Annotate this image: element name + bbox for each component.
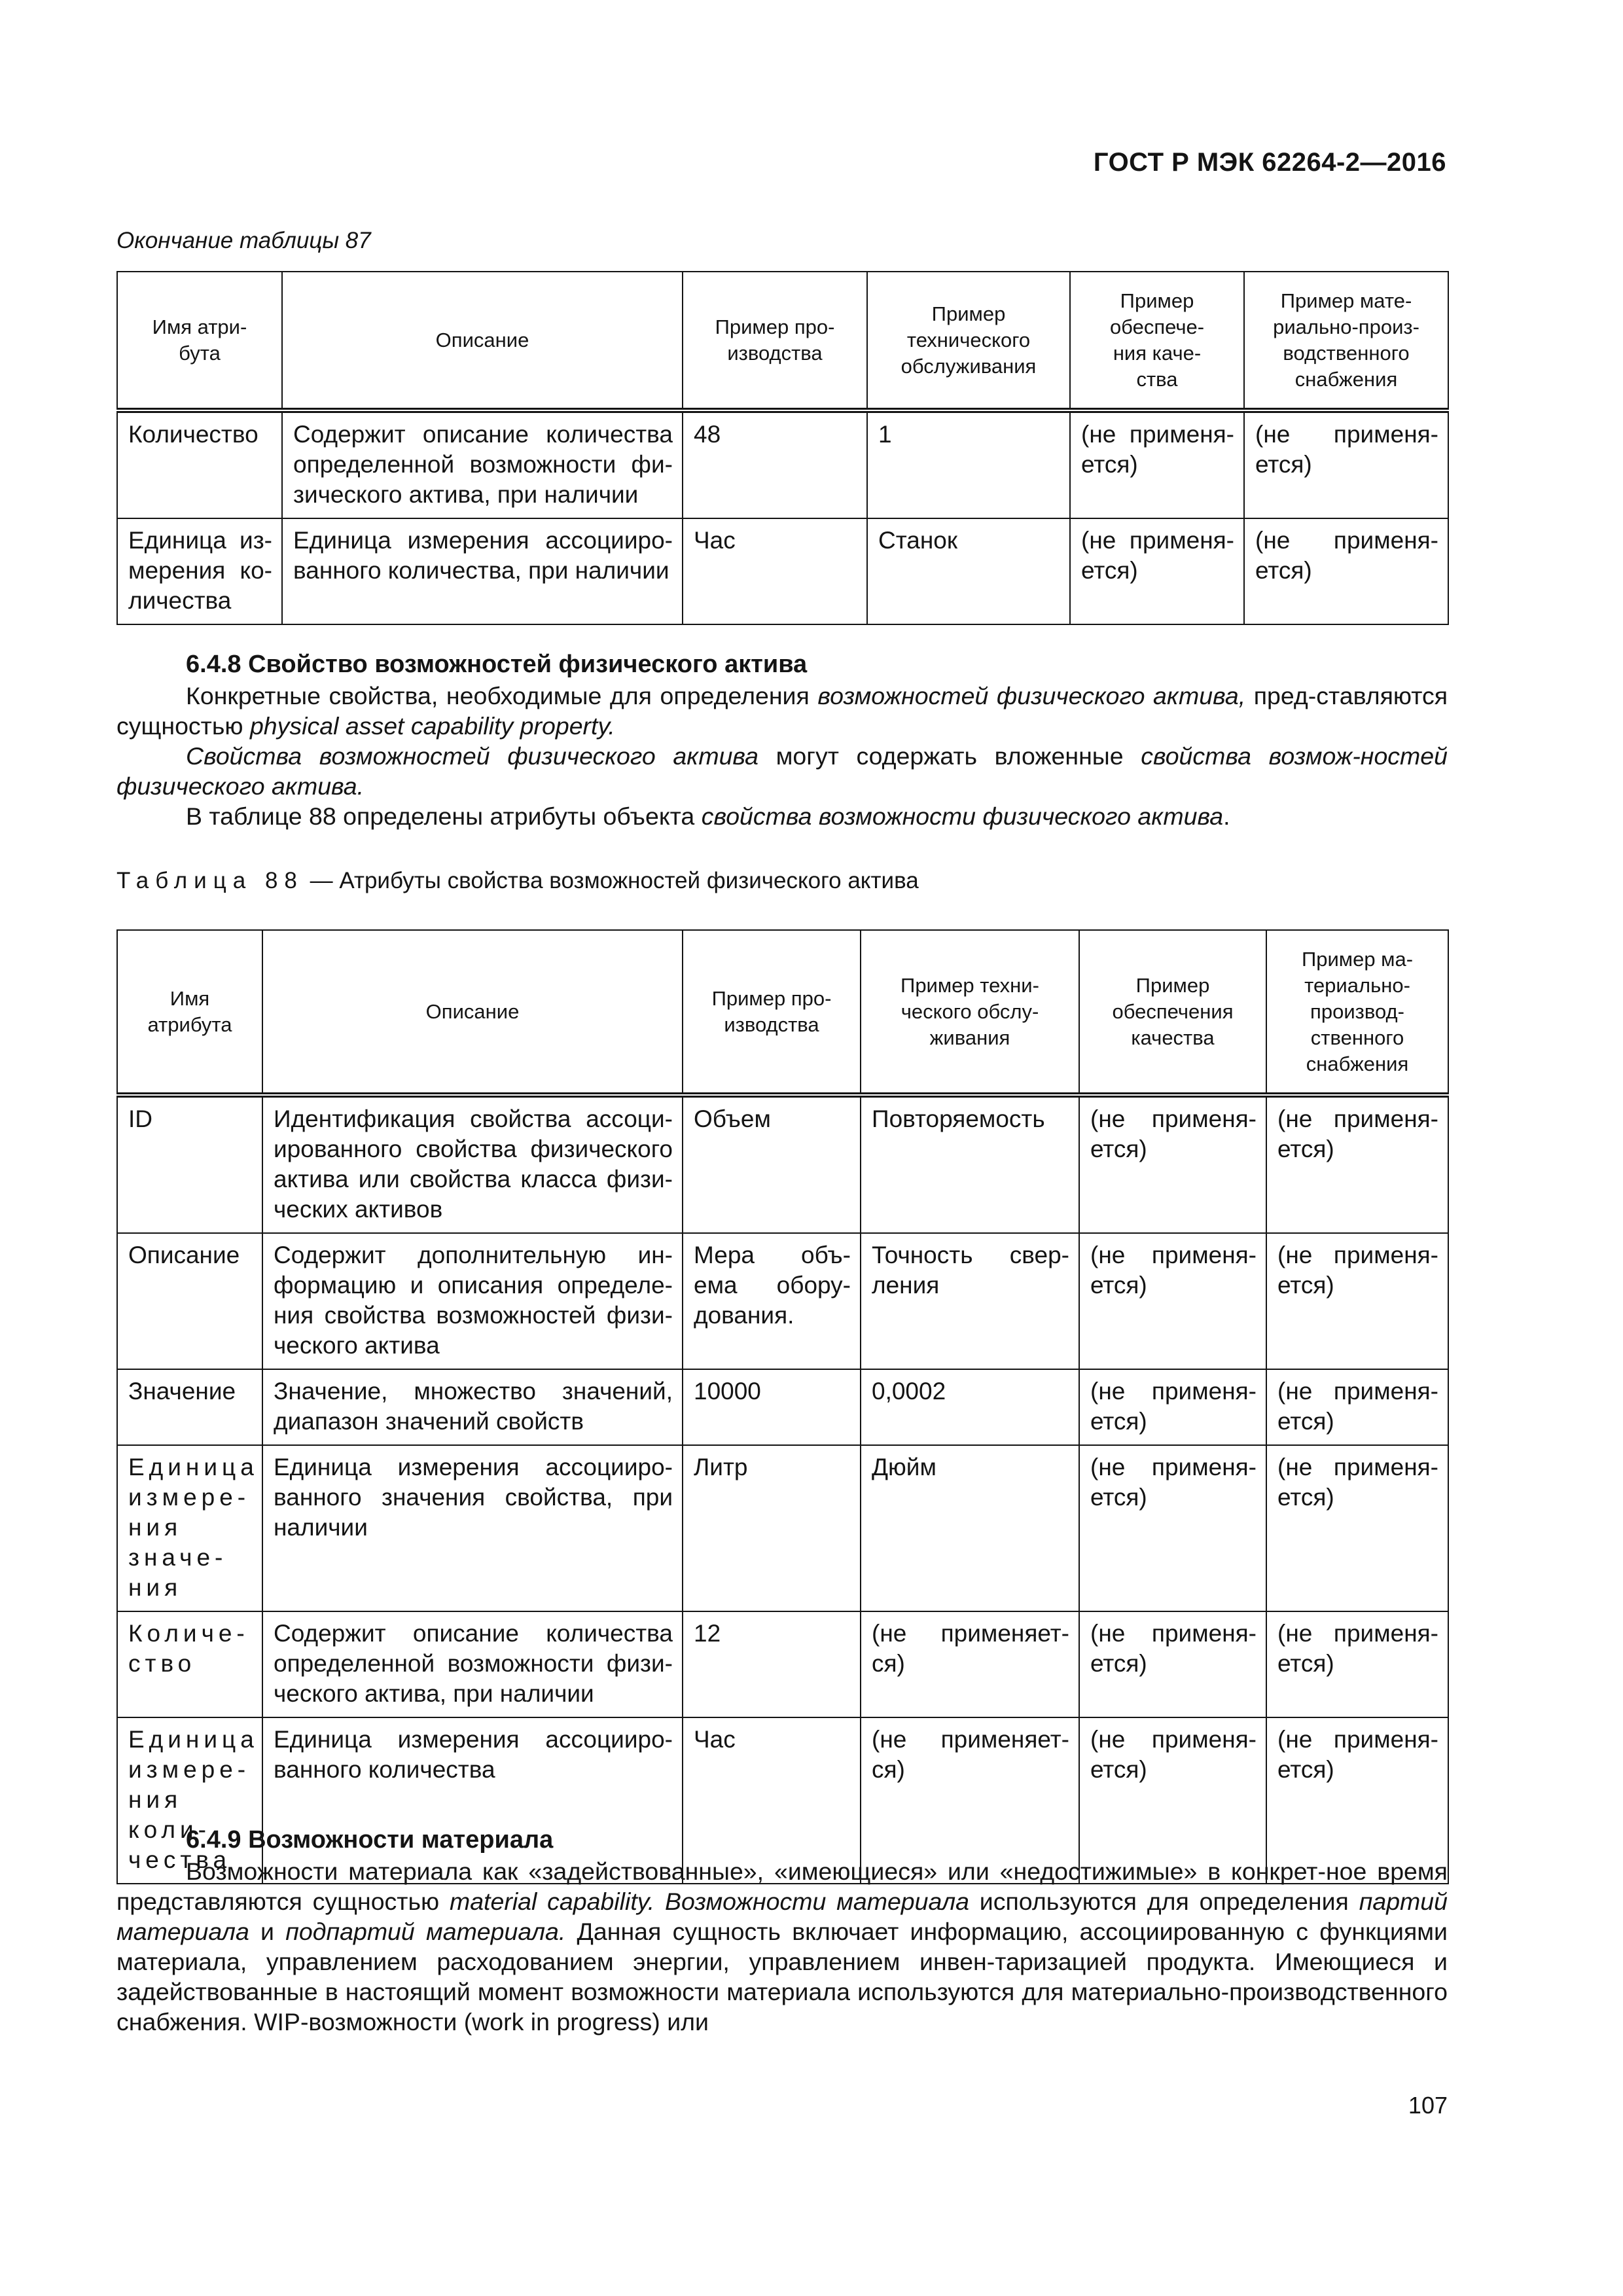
table-88-caption (116, 868, 919, 894)
table-cell: (не применя-ется) (1266, 1095, 1448, 1233)
paragraph (116, 801, 1448, 831)
table-cell: Единица измерения ассоцииро-ванного значения свойства, при наличии (262, 1445, 683, 1611)
column-header: Описание (282, 272, 683, 410)
table-cell: Точность свер-ления (861, 1233, 1079, 1369)
table-cell: (не применя-ется) (1266, 1717, 1448, 1884)
table-cell: Литр (683, 1445, 861, 1611)
table-cell: (не применя-ется) (1266, 1445, 1448, 1611)
table-cell: Содержит дополнительную ин-формацию и описания определе-ния свойства возможностей физи-ческого актива (262, 1233, 683, 1369)
table-cell: Описание (117, 1233, 262, 1369)
paragraph (116, 1856, 1448, 2037)
text-run: могут содержать вложенные (758, 742, 1141, 770)
table-row (117, 410, 1448, 518)
italic-term: physical asset capability property. (249, 712, 615, 740)
italic-term: Свойства возможностей физического актива (186, 742, 759, 770)
table-cell: Мера объ-ема обору-дования. (683, 1233, 861, 1369)
table-87-continuation-caption: Окончание таблицы 87 (116, 228, 371, 253)
italic-term: material capability. Возможности материала (449, 1888, 969, 1915)
column-header: Имя атри- бута (117, 272, 282, 410)
text-run: пред-ставляются сущностью (116, 682, 1448, 740)
table-row (117, 1445, 1448, 1611)
section-heading: 6.4.8 Свойство возможностей физического актива (186, 651, 808, 678)
table-cell: (не применя-ется) (1244, 410, 1448, 518)
table-cell: (не применя-ется) (1070, 518, 1244, 624)
table-cell: 0,0002 (861, 1369, 1079, 1445)
column-header: Пример ма- териально- производ- ственного снабжения (1266, 930, 1448, 1095)
table-title: — Атрибуты свойства возможностей физического актива (303, 868, 919, 893)
table-cell: Единица измере-ния значе-ния (117, 1445, 262, 1611)
table-cell: Количе-ство (117, 1611, 262, 1717)
table-cell: (не применя-ется) (1266, 1233, 1448, 1369)
table-cell: Единица измерения ассоцииро-ванного количества, при наличии (282, 518, 683, 624)
text-run: и (249, 1918, 286, 1945)
text-run: Конкретные свойства, необходимые для определения (186, 682, 818, 709)
table-cell: ID (117, 1095, 262, 1233)
table-cell: Повторяемость (861, 1095, 1079, 1233)
table-cell: Значение, множество значений, диапазон значений свойств (262, 1369, 683, 1445)
table-cell: (не применяет-ся) (861, 1611, 1079, 1717)
table-cell: (не применя-ется) (1079, 1445, 1266, 1611)
table-cell: (не применя-ется) (1266, 1611, 1448, 1717)
table-cell: Содержит описание количества определенной возможности фи-зического актива, при наличии (282, 410, 683, 518)
column-header: Пример обеспечения качества (1079, 930, 1266, 1095)
table-cell: (не применя-ется) (1079, 1611, 1266, 1717)
italic-term: партий материала (116, 1888, 1448, 1945)
table-88 (116, 929, 1449, 1884)
table-row (117, 1233, 1448, 1369)
column-header: Имя атрибута (117, 930, 262, 1095)
table-cell: Дюйм (861, 1445, 1079, 1611)
table-row (117, 1369, 1448, 1445)
table-cell: (не применя-ется) (1079, 1095, 1266, 1233)
table-cell: Объем (683, 1095, 861, 1233)
column-header: Пример обеспече- ния каче- ства (1070, 272, 1244, 410)
section-6-4-8 (116, 648, 1448, 831)
text-run: используются для определения (969, 1888, 1359, 1915)
text-run: Возможности материала как «задействованные», «имеющиеся» или «недостижимые» в конкрет-ное время представляются сущностью (116, 1857, 1448, 1915)
column-header: Пример мате- риально-произ- водственного снабжения (1244, 272, 1448, 410)
table-87-end (116, 271, 1449, 625)
table-number-label: Таблица 88 (116, 868, 304, 893)
table-cell: Час (683, 518, 867, 624)
page-number: 107 (1408, 2092, 1448, 2119)
section-6-4-9 (116, 1823, 1448, 2037)
italic-term: возможностей физического актива, (817, 682, 1246, 709)
table-cell: (не применя-ется) (1079, 1717, 1266, 1884)
table-cell: (не применя-ется) (1070, 410, 1244, 518)
table-row (117, 1095, 1448, 1233)
table-cell: Час (683, 1717, 861, 1884)
table-cell: (не применя-ется) (1266, 1369, 1448, 1445)
table-cell: Количество (117, 410, 282, 518)
text-run: Данная сущность включает информацию, ассоциированную с функциями материала, управлением расходованием энергии, управлением инвен-таризацией продукта. Имеющиеся и задействованные в настоящий момент возможности материала используются для материально-производственного снабжения. WIP-возможности (work in progress) или (116, 1918, 1448, 2036)
table-cell: 10000 (683, 1369, 861, 1445)
table-cell: 48 (683, 410, 867, 518)
section-heading: 6.4.9 Возможности материала (186, 1826, 554, 1854)
table-cell: Единица измере-ния коли-чества (117, 1717, 262, 1884)
table-row (117, 518, 1448, 624)
table-cell: (не применя-ется) (1079, 1369, 1266, 1445)
table-cell: (не применя-ется) (1079, 1233, 1266, 1369)
document-standard-header: ГОСТ Р МЭК 62264-2—2016 (1093, 148, 1446, 177)
italic-term: подпартий материала. (285, 1918, 566, 1945)
column-header: Пример про- изводства (683, 930, 861, 1095)
table-cell: (не применяет-ся) (861, 1717, 1079, 1884)
italic-term: свойства возможности физического актива (701, 802, 1224, 830)
paragraph (116, 741, 1448, 801)
table-cell: 12 (683, 1611, 861, 1717)
column-header: Пример технического обслуживания (867, 272, 1070, 410)
table-cell: Единица измерения ассоцииро-ванного количества (262, 1717, 683, 1884)
text-run: . (1223, 802, 1230, 830)
table-cell: 1 (867, 410, 1070, 518)
table-cell: Идентификация свойства ассоци-ированного свойства физического актива или свойства класса физи-ческих активов (262, 1095, 683, 1233)
table-cell: (не применя-ется) (1244, 518, 1448, 624)
table-row (117, 1611, 1448, 1717)
table-cell: Станок (867, 518, 1070, 624)
paragraph (116, 681, 1448, 741)
italic-term: свойства возмож-ностей физического актива. (116, 742, 1448, 800)
text-run: В таблице 88 определены атрибуты объекта (186, 802, 702, 830)
column-header: Пример про- изводства (683, 272, 867, 410)
table-cell: Единица из-мерения ко-личества (117, 518, 282, 624)
column-header: Описание (262, 930, 683, 1095)
column-header: Пример техни- ческого обслу- живания (861, 930, 1079, 1095)
table-cell: Значение (117, 1369, 262, 1445)
table-cell: Содержит описание количества определенной возможности физи-ческого актива, при наличии (262, 1611, 683, 1717)
